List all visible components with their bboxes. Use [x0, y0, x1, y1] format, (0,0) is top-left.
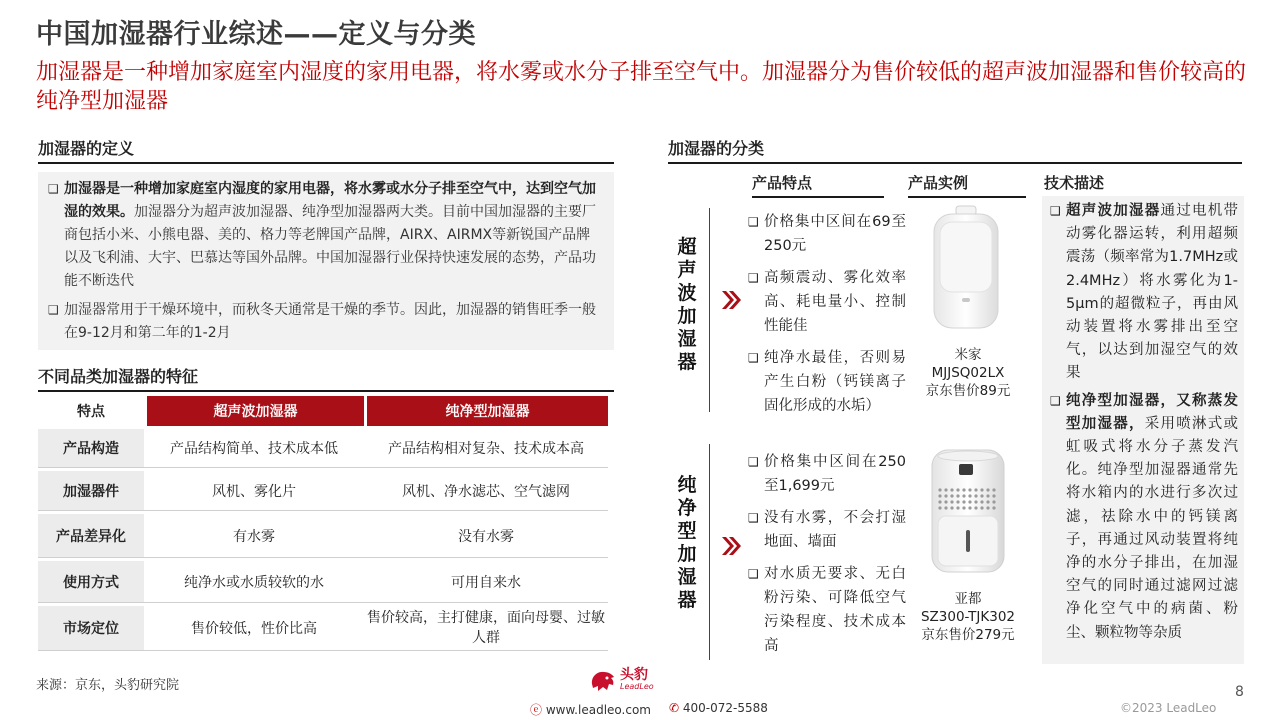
list-item: ❑ 没有水雾，不会打湿地面、墙面 [748, 506, 906, 554]
leadleo-logo [589, 668, 654, 694]
checkbox-bullet-icon: ❑ [1050, 204, 1061, 218]
definition-bullet-2 [48, 299, 604, 345]
checkbox-bullet-icon: ❑ [748, 455, 759, 469]
phone-icon: ✆ [668, 701, 680, 715]
footer-links [530, 701, 768, 718]
source-note: 来源：京东，头豹研究院 [36, 678, 180, 693]
features-heading: 不同品类加湿器的特征 [38, 364, 614, 392]
product-price: 京东售价89元 [925, 383, 1011, 399]
tech-item-ultrasonic: ❑ 超声波加湿器通过电机带动雾化器运转，利用超频震荡（频率常为1.7MHz或2.4MHz）将水雾化为1-5μm的超微粒子，再由风动装置将水雾排出至空气，以达到加湿空气的效果 [1050, 200, 1238, 386]
ultrasonic-features [748, 210, 906, 426]
globe-icon: ⓔ [530, 703, 543, 717]
table-row [38, 426, 608, 468]
table-cell: 售价较低，性价比高 [144, 603, 364, 651]
list-item: ❑ 对水质无要求、无白粉污染、可降低空气污染程度、技术成本高 [748, 562, 906, 658]
col-head-example: 产品实例 [908, 172, 1026, 198]
pure-product-caption [910, 590, 1026, 644]
table-cell: 没有水雾 [364, 511, 608, 558]
checkbox-bullet-icon: ❑ [748, 271, 759, 285]
table-header-row [38, 396, 608, 426]
table-header-cell: 纯净型加湿器 [364, 396, 608, 426]
chevron-right-icon [720, 289, 742, 311]
checkbox-bullet-icon: ❑ [48, 182, 59, 196]
table-cell: 售价较高，主打健康，面向母婴、过敏人群 [364, 603, 608, 651]
yadu-humidifier-image [926, 446, 1010, 576]
table-row [38, 603, 608, 651]
table-cell: 纯净水或水质较软的水 [144, 558, 364, 603]
list-item: ❑ 纯净水最佳，否则易产生白粉（钙镁离子固化形成的水垢） [748, 346, 906, 418]
table-row [38, 558, 608, 603]
list-item: ❑ 价格集中区间在69至250元 [748, 210, 906, 258]
col-head-features: 产品特点 [752, 172, 884, 198]
list-item: ❑ 价格集中区间在250至1,699元 [748, 450, 906, 498]
table-row-label: 使用方式 [38, 558, 144, 603]
checkbox-bullet-icon: ❑ [748, 567, 759, 581]
table-header-cell: 超声波加湿器 [144, 396, 364, 426]
table-cell: 有水雾 [144, 511, 364, 558]
definition-bullet-1-bold: 加湿器是一种增加家庭室内湿度的家用电器，将水雾或水分子排至空气中，达到空气加湿的效果。 [64, 181, 596, 220]
definition-bullet-1-text: 加湿器分为超声波加湿器、纯净型加湿器两大类。目前中国加湿器的主要厂商包括小米、小熊电器、美的、格力等老牌国产品牌，AIRX、AIRMX等新锐国产品牌以及飞利浦、大宇、巴慕达等国外品牌。中国加湿器行业保持快速发展的态势，产品功能不断迭代 [64, 204, 596, 289]
table-cell: 产品结构相对复杂、技术成本高 [364, 426, 608, 468]
phone-link[interactable]: ✆ 400-072-5588 [668, 701, 768, 715]
leopard-logo-icon [589, 668, 617, 694]
ultrasonic-product-caption [910, 346, 1026, 400]
product-brand: 亚都 [954, 591, 982, 607]
product-model: SZ300-TJK302 [920, 609, 1016, 625]
tech-panel [1042, 196, 1244, 664]
ultrasonic-label: 超声波加湿器 [677, 236, 697, 373]
table-cell: 产品结构简单、技术成本低 [144, 426, 364, 468]
table-row [38, 468, 608, 511]
copyright: ©2023 LeadLeo [1120, 701, 1217, 715]
page-subtitle: 加湿器是一种增加家庭室内湿度的家用电器，将水雾或水分子排至空气中。加湿器分为售价较低的超声波加湿器和售价较高的纯净型加湿器 [36, 60, 1247, 114]
product-model: MJJSQ02LX [931, 365, 1005, 381]
mijia-humidifier-image [926, 200, 1006, 334]
website-link[interactable]: ⓔ www.leadleo.com [530, 703, 651, 717]
features-table [38, 396, 608, 651]
logo-text: 头豹 [620, 667, 648, 683]
table-row-label: 市场定位 [38, 603, 144, 651]
product-brand: 米家 [954, 347, 982, 363]
definition-heading: 加湿器的定义 [38, 136, 614, 164]
col-head-tech: 技术描述 [1044, 172, 1244, 198]
list-item: ❑ 高频震动、雾化效率高、耗电量小、控制性能佳 [748, 266, 906, 338]
definition-bullet-2-text: 加湿器常用于干燥环境中，而秋冬天通常是干燥的季节。因此，加湿器的销售旺季一般在9-12月和第二年的1-2月 [64, 302, 596, 341]
product-price: 京东售价279元 [921, 627, 1015, 643]
table-cell: 可用自来水 [364, 558, 608, 603]
table-cell: 风机、净水滤芯、空气滤网 [364, 468, 608, 511]
checkbox-bullet-icon: ❑ [748, 215, 759, 229]
checkbox-bullet-icon: ❑ [748, 511, 759, 525]
pure-features [748, 450, 906, 666]
page-number: 8 [1235, 684, 1244, 700]
chevron-right-icon [720, 535, 742, 557]
page-title: 中国加湿器行业综述——定义与分类 [36, 19, 476, 50]
tech-item-pure: ❑ 纯净型加湿器，又称蒸发型加湿器，采用喷淋式或虹吸式将水分子蒸发汽化。纯净型加湿器通常先将水箱内的水进行多次过滤，祛除水中的钙镁离子，再通过风动装置将纯净的水分子排出，在加湿空气的同时通过滤网过滤净化空气中的病菌、粉尘、颗粒物等杂质 [1050, 390, 1238, 645]
checkbox-bullet-icon: ❑ [1050, 393, 1061, 408]
table-row-label: 产品差异化 [38, 511, 144, 558]
table-cell: 风机、雾化片 [144, 468, 364, 511]
classification-heading: 加湿器的分类 [668, 136, 1242, 164]
logo-subtext: LeadLeo [620, 682, 654, 691]
definition-bullet-1 [48, 178, 604, 293]
definition-panel [38, 172, 614, 350]
table-row [38, 511, 608, 558]
checkbox-bullet-icon: ❑ [48, 303, 59, 317]
pure-label: 纯净型加湿器 [677, 474, 697, 611]
checkbox-bullet-icon: ❑ [748, 351, 759, 365]
table-row-label: 产品构造 [38, 426, 144, 468]
table-row-label: 加湿器件 [38, 468, 144, 511]
table-header-cell: 特点 [38, 396, 144, 426]
